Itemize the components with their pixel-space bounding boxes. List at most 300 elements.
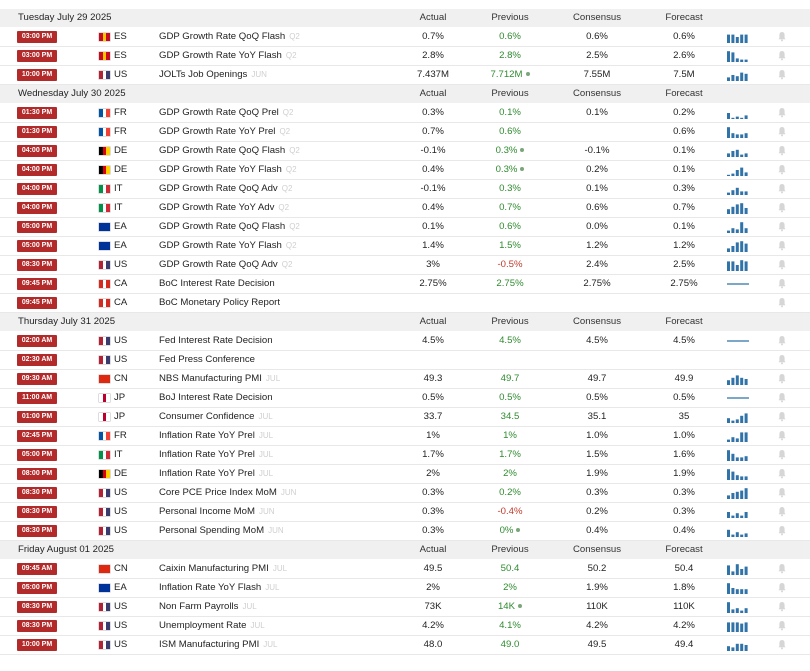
time-badge: 08:30 PM — [17, 601, 57, 613]
forecast-value: 0.1% — [673, 221, 695, 232]
event-title[interactable]: Caixin Manufacturing PMI — [159, 563, 269, 574]
sparkline-bar — [740, 155, 743, 157]
sparkline-chart[interactable] — [727, 506, 749, 518]
event-row[interactable] — [0, 484, 810, 503]
consensus-value: 49.7 — [587, 373, 607, 384]
day-date: Wednesday July 30 2025 — [18, 88, 126, 99]
sparkline-svg — [727, 449, 749, 461]
event-name[interactable] — [159, 484, 296, 502]
previous-value: 0.6% — [499, 126, 521, 137]
event-title[interactable]: Inflation Rate YoY Prel — [159, 430, 255, 441]
event-name[interactable] — [159, 104, 293, 122]
country-code: JP — [114, 392, 126, 403]
event-name[interactable] — [159, 427, 273, 445]
previous-value: -0.5% — [497, 259, 523, 270]
consensus-value: 49.5 — [587, 639, 607, 650]
sparkline-bar — [727, 209, 730, 214]
event-reference: Q2 — [289, 32, 300, 41]
actual-value: 1.7% — [422, 449, 444, 460]
bell-icon[interactable] — [778, 202, 786, 213]
sparkline-chart[interactable] — [727, 164, 749, 176]
bell-icon[interactable] — [778, 31, 786, 42]
event-name[interactable] — [159, 332, 273, 350]
sparkline-svg — [727, 50, 749, 62]
revised-dot-icon — [526, 72, 530, 76]
country-flag-icon — [99, 394, 110, 402]
country-code: DE — [114, 164, 128, 175]
bell-icon[interactable] — [778, 297, 786, 308]
actual-value: 0.3% — [422, 525, 444, 536]
event-title[interactable]: Inflation Rate YoY Prel — [159, 449, 255, 460]
time-badge: 05:00 PM — [17, 582, 57, 594]
event-row[interactable] — [0, 66, 810, 85]
sparkline-bar — [731, 261, 734, 271]
sparkline-bar — [740, 516, 743, 518]
consensus-value: 0.5% — [586, 392, 608, 403]
sparkline-chart[interactable] — [727, 202, 749, 214]
bell-icon[interactable] — [778, 259, 786, 270]
actual-value: -0.1% — [420, 183, 446, 194]
sparkline-bar — [745, 115, 748, 119]
sparkline-chart[interactable] — [727, 563, 749, 575]
event-row[interactable] — [0, 28, 810, 47]
event-name[interactable] — [159, 560, 287, 578]
sparkline-bar — [731, 454, 734, 461]
event-title[interactable]: GDP Growth Rate QoQ Flash — [159, 221, 286, 232]
time-badge: 10:00 PM — [17, 69, 57, 81]
country-flag-icon — [99, 641, 110, 649]
event-name[interactable] — [159, 275, 275, 293]
sparkline-bar — [740, 624, 743, 632]
bell-icon[interactable] — [778, 601, 786, 612]
sparkline-bar — [740, 73, 743, 81]
country-flag-icon — [99, 375, 110, 383]
sparkline-bar — [727, 248, 730, 252]
bell-icon[interactable] — [778, 430, 786, 441]
event-row[interactable] — [0, 218, 810, 237]
sparkline-bar — [736, 265, 739, 271]
event-row[interactable] — [0, 522, 810, 541]
sparkline-svg — [727, 392, 749, 404]
previous-value: -0.4% — [497, 506, 523, 517]
country-flag-icon — [99, 508, 110, 516]
event-title[interactable]: GDP Growth Rate YoY Flash — [159, 240, 282, 251]
consensus-value: 0.3% — [586, 487, 608, 498]
sparkline-chart[interactable] — [727, 373, 749, 385]
bell-icon[interactable] — [778, 620, 786, 631]
country-code: EA — [114, 582, 127, 593]
sparkline-chart[interactable] — [727, 468, 749, 480]
actual-value: 0.5% — [422, 392, 444, 403]
previous-value: 0.3% — [480, 161, 540, 179]
event-name[interactable] — [159, 598, 257, 616]
event-reference: JUL — [272, 564, 288, 573]
sparkline-bar — [736, 457, 739, 461]
sparkline-bar — [731, 228, 734, 233]
country-code: ES — [114, 50, 127, 61]
event-name[interactable] — [159, 351, 255, 369]
sparkline-chart[interactable] — [727, 449, 749, 461]
event-row[interactable] — [0, 370, 810, 389]
event-title[interactable]: Unemployment Rate — [159, 620, 247, 631]
event-row[interactable] — [0, 47, 810, 66]
event-title[interactable]: GDP Growth Rate YoY Prel — [159, 126, 276, 137]
sparkline-bar — [740, 168, 743, 176]
day-header — [0, 9, 810, 27]
actual-value: 7.437M — [417, 69, 449, 80]
time-badge: 03:00 PM — [17, 50, 57, 62]
sparkline-bar — [736, 170, 739, 176]
event-title[interactable]: GDP Growth Rate QoQ Flash — [159, 145, 286, 156]
consensus-value: 50.2 — [587, 563, 607, 574]
country-code: CN — [114, 563, 128, 574]
consensus-value: 4.5% — [586, 335, 608, 346]
event-title[interactable]: Personal Income MoM — [159, 506, 255, 517]
sparkline-bar — [736, 229, 739, 233]
sparkline-chart[interactable] — [727, 582, 749, 594]
event-name[interactable] — [159, 446, 273, 464]
event-reference: JUL — [265, 583, 280, 592]
event-row[interactable] — [0, 104, 810, 123]
event-title[interactable]: Inflation Rate YoY Flash — [159, 582, 262, 593]
consensus-value: 2.5% — [586, 50, 608, 61]
event-name[interactable] — [159, 465, 273, 483]
event-title[interactable]: GDP Growth Rate QoQ Adv — [159, 259, 278, 270]
bell-icon[interactable] — [778, 107, 786, 118]
event-title[interactable]: Inflation Rate YoY Prel — [159, 468, 255, 479]
revised-dot-icon — [518, 604, 522, 608]
bell-icon[interactable] — [778, 164, 786, 175]
event-row[interactable] — [0, 389, 810, 408]
bell-icon[interactable] — [778, 487, 786, 498]
event-reference: JUL — [250, 621, 265, 630]
event-name[interactable] — [159, 28, 300, 46]
event-title[interactable]: Consumer Confidence — [159, 411, 255, 422]
event-row[interactable] — [0, 161, 810, 180]
bell-icon[interactable] — [778, 278, 786, 289]
consensus-value: 0.6% — [586, 31, 608, 42]
sparkline-bar — [736, 134, 739, 138]
sparkline-chart[interactable] — [727, 50, 749, 62]
previous-value: 1% — [503, 430, 517, 441]
sparkline-bar — [745, 456, 748, 461]
event-title[interactable]: NBS Manufacturing PMI — [159, 373, 262, 384]
column-header-consensus: Consensus — [573, 316, 621, 327]
bell-icon[interactable] — [778, 392, 786, 403]
event-row[interactable] — [0, 503, 810, 522]
previous-value: 7.712M — [480, 66, 540, 84]
sparkline-svg — [727, 31, 749, 43]
sparkline-bar — [727, 231, 730, 233]
event-reference: Q2 — [279, 127, 291, 136]
event-title[interactable]: BoC Interest Rate Decision — [159, 278, 275, 289]
day-date: Thursday July 31 2025 — [18, 316, 116, 327]
event-name[interactable] — [159, 389, 273, 407]
sparkline-bar — [745, 608, 748, 613]
sparkline-bar — [727, 512, 730, 518]
event-name[interactable] — [159, 161, 297, 179]
event-name[interactable] — [159, 142, 300, 160]
event-row[interactable] — [0, 142, 810, 161]
sparkline-svg — [727, 411, 749, 423]
event-title[interactable]: GDP Growth Rate QoQ Prel — [159, 107, 279, 118]
column-header-previous: Previous — [491, 88, 529, 99]
event-row[interactable] — [0, 408, 810, 427]
sparkline-chart[interactable] — [727, 126, 749, 138]
sparkline-svg — [727, 582, 749, 594]
sparkline-chart[interactable] — [727, 31, 749, 43]
actual-value: 2% — [426, 468, 440, 479]
event-reference: Q2 — [285, 165, 297, 174]
previous-value — [480, 351, 540, 369]
country-flag-icon — [99, 356, 110, 364]
actual-value: 3% — [426, 259, 440, 270]
sparkline-chart[interactable] — [727, 411, 749, 423]
sparkline-chart[interactable] — [727, 259, 749, 271]
event-name[interactable] — [159, 180, 292, 198]
consensus-value: -0.1% — [584, 145, 610, 156]
event-row[interactable] — [0, 332, 810, 351]
sparkline-bar — [727, 495, 730, 499]
event-row[interactable] — [0, 617, 810, 636]
sparkline-bar — [745, 208, 748, 214]
event-row[interactable] — [0, 446, 810, 465]
event-reference: JUL — [242, 602, 257, 611]
sparkline-bar — [731, 493, 734, 499]
sparkline-chart[interactable] — [727, 69, 749, 81]
event-title[interactable]: BoC Monetary Policy Report — [159, 297, 281, 308]
event-name[interactable] — [159, 522, 284, 540]
sparkline-bar — [731, 609, 734, 613]
sparkline-svg — [727, 240, 749, 252]
event-title[interactable]: JOLTs Job Openings — [159, 69, 248, 80]
forecast-value: 50.4 — [674, 563, 694, 574]
actual-value: 33.7 — [423, 411, 443, 422]
event-name[interactable] — [159, 218, 300, 236]
bell-icon[interactable] — [778, 221, 786, 232]
actual-value: 2.8% — [422, 50, 444, 61]
event-title[interactable]: GDP Growth Rate YoY Flash — [159, 164, 282, 175]
event-row[interactable] — [0, 237, 810, 256]
event-row[interactable] — [0, 598, 810, 617]
country-code: US — [114, 639, 128, 650]
bell-icon[interactable] — [778, 354, 786, 365]
consensus-value: 2.4% — [586, 259, 608, 270]
country-code: US — [114, 506, 128, 517]
forecast-value: 0.1% — [673, 145, 695, 156]
event-reference: JUL — [265, 374, 281, 383]
event-row[interactable] — [0, 275, 810, 294]
event-name[interactable] — [159, 47, 297, 65]
sparkline-bar — [731, 151, 734, 157]
bell-icon[interactable] — [778, 525, 786, 536]
event-reference: Q2 — [281, 184, 293, 193]
bell-icon[interactable] — [778, 449, 786, 460]
event-reference: JUN — [251, 70, 267, 79]
sparkline-bar — [745, 60, 748, 62]
country-flag-icon — [99, 147, 110, 155]
sparkline-chart[interactable] — [727, 145, 749, 157]
forecast-value: 0.4% — [673, 525, 695, 536]
event-reference: JUL — [258, 412, 273, 421]
previous-value: 34.5 — [500, 411, 520, 422]
column-header-forecast: Forecast — [665, 316, 703, 327]
bell-icon[interactable] — [778, 639, 786, 650]
sparkline-svg — [727, 259, 749, 271]
forecast-value — [654, 351, 714, 369]
country-code: IT — [114, 449, 123, 460]
forecast-value: 1.0% — [673, 430, 695, 441]
sparkline-chart[interactable] — [727, 487, 749, 499]
sparkline-bar — [731, 35, 734, 43]
column-header-forecast: Forecast — [665, 12, 703, 23]
bell-icon[interactable] — [778, 411, 786, 422]
sparkline-bar — [736, 117, 739, 119]
time-badge: 08:30 PM — [17, 525, 57, 537]
previous-value: 2.75% — [496, 278, 524, 289]
event-title[interactable]: Fed Press Conference — [159, 354, 255, 365]
sparkline-chart[interactable] — [727, 183, 749, 195]
time-badge: 09:45 PM — [17, 278, 57, 290]
sparkline-chart[interactable] — [727, 240, 749, 252]
event-row[interactable] — [0, 180, 810, 199]
column-header-previous: Previous — [491, 544, 529, 555]
forecast-value: 0.3% — [673, 506, 695, 517]
previous-value: 0.6% — [499, 31, 521, 42]
bell-icon[interactable] — [778, 582, 786, 593]
consensus-value: 1.9% — [586, 468, 608, 479]
sparkline-svg — [727, 639, 749, 651]
sparkline-svg — [727, 126, 749, 138]
sparkline-chart[interactable] — [727, 278, 749, 290]
event-row[interactable] — [0, 427, 810, 446]
bell-icon[interactable] — [778, 563, 786, 574]
forecast-value: 1.9% — [673, 468, 695, 479]
country-flag-icon — [99, 204, 110, 212]
sparkline-bar — [745, 244, 748, 252]
time-badge: 09:30 AM — [17, 373, 57, 385]
bell-icon[interactable] — [778, 468, 786, 479]
column-header-forecast: Forecast — [665, 88, 703, 99]
sparkline-bar — [731, 75, 734, 81]
event-title[interactable]: ISM Manufacturing PMI — [159, 639, 260, 650]
event-row[interactable] — [0, 123, 810, 142]
sparkline-svg — [727, 183, 749, 195]
actual-value: 0.3% — [422, 506, 444, 517]
sparkline-bar — [740, 416, 743, 423]
event-title[interactable]: Fed Interest Rate Decision — [159, 335, 273, 346]
sparkline-chart[interactable] — [727, 430, 749, 442]
event-title[interactable]: GDP Growth Rate QoQ Adv — [159, 183, 278, 194]
sparkline-bar — [740, 191, 743, 195]
event-name[interactable] — [159, 237, 297, 255]
bell-icon[interactable] — [778, 183, 786, 194]
sparkline-bar — [727, 646, 730, 651]
event-row[interactable] — [0, 465, 810, 484]
event-row[interactable] — [0, 579, 810, 598]
event-title[interactable]: GDP Growth Rate QoQ Flash — [159, 31, 286, 42]
event-name[interactable] — [159, 294, 280, 312]
bell-icon[interactable] — [778, 145, 786, 156]
event-title[interactable]: Non Farm Payrolls — [159, 601, 239, 612]
bell-icon[interactable] — [778, 240, 786, 251]
event-row[interactable] — [0, 636, 810, 655]
sparkline-bar — [731, 437, 734, 442]
event-name[interactable] — [159, 408, 273, 426]
sparkline-chart[interactable] — [727, 620, 749, 632]
bell-icon[interactable] — [778, 69, 786, 80]
bell-icon[interactable] — [778, 506, 786, 517]
sparkline-chart[interactable] — [727, 525, 749, 537]
bell-icon[interactable] — [778, 50, 786, 61]
event-reference: Q2 — [282, 108, 294, 117]
sparkline-bar — [736, 608, 739, 613]
consensus-value: 1.2% — [586, 240, 608, 251]
event-name[interactable] — [159, 370, 280, 388]
bell-icon[interactable] — [778, 126, 786, 137]
event-name[interactable] — [159, 256, 292, 274]
event-row[interactable] — [0, 256, 810, 275]
sparkline-chart[interactable] — [727, 392, 749, 404]
forecast-value: 0.6% — [673, 126, 695, 137]
event-title[interactable]: Personal Spending MoM — [159, 525, 265, 536]
forecast-value: 1.6% — [673, 449, 695, 460]
sparkline-bar — [736, 644, 739, 651]
previous-value: 0.1% — [499, 107, 521, 118]
sparkline-chart[interactable] — [727, 335, 749, 347]
sparkline-svg — [727, 506, 749, 518]
time-badge: 04:00 PM — [17, 164, 57, 176]
bell-icon[interactable] — [778, 335, 786, 346]
sparkline-bar — [745, 413, 748, 423]
actual-value: 1% — [426, 430, 440, 441]
event-title[interactable]: Core PCE Price Index MoM — [159, 487, 277, 498]
time-badge: 10:00 PM — [17, 639, 57, 651]
event-name[interactable] — [159, 123, 290, 141]
time-badge: 09:45 AM — [17, 563, 57, 575]
sparkline-chart[interactable] — [727, 601, 749, 613]
country-flag-icon — [99, 242, 110, 250]
sparkline-chart[interactable] — [727, 221, 749, 233]
time-badge: 04:00 PM — [17, 202, 57, 214]
country-flag-icon — [99, 413, 110, 421]
event-name[interactable] — [159, 617, 265, 635]
sparkline-svg — [727, 373, 749, 385]
sparkline-bar — [731, 52, 734, 62]
sparkline-bar — [736, 532, 739, 537]
sparkline-bar — [736, 419, 739, 423]
sparkline-chart[interactable] — [727, 639, 749, 651]
event-title[interactable]: GDP Growth Rate YoY Adv — [159, 202, 275, 213]
event-row[interactable] — [0, 351, 810, 370]
event-name[interactable] — [159, 579, 279, 597]
sparkline-svg — [727, 145, 749, 157]
event-title[interactable]: GDP Growth Rate YoY Flash — [159, 50, 282, 61]
event-name[interactable] — [159, 199, 289, 217]
event-reference: Q2 — [285, 51, 297, 60]
event-name[interactable] — [159, 66, 267, 84]
sparkline-chart[interactable] — [727, 107, 749, 119]
sparkline-bar — [727, 35, 730, 43]
actual-value: 49.5 — [423, 563, 443, 574]
bell-icon[interactable] — [778, 373, 786, 384]
event-name[interactable] — [159, 636, 277, 654]
event-row[interactable] — [0, 199, 810, 218]
event-name[interactable] — [159, 503, 275, 521]
event-row[interactable] — [0, 560, 810, 579]
event-row[interactable] — [0, 294, 810, 313]
event-title[interactable]: BoJ Interest Rate Decision — [159, 392, 273, 403]
